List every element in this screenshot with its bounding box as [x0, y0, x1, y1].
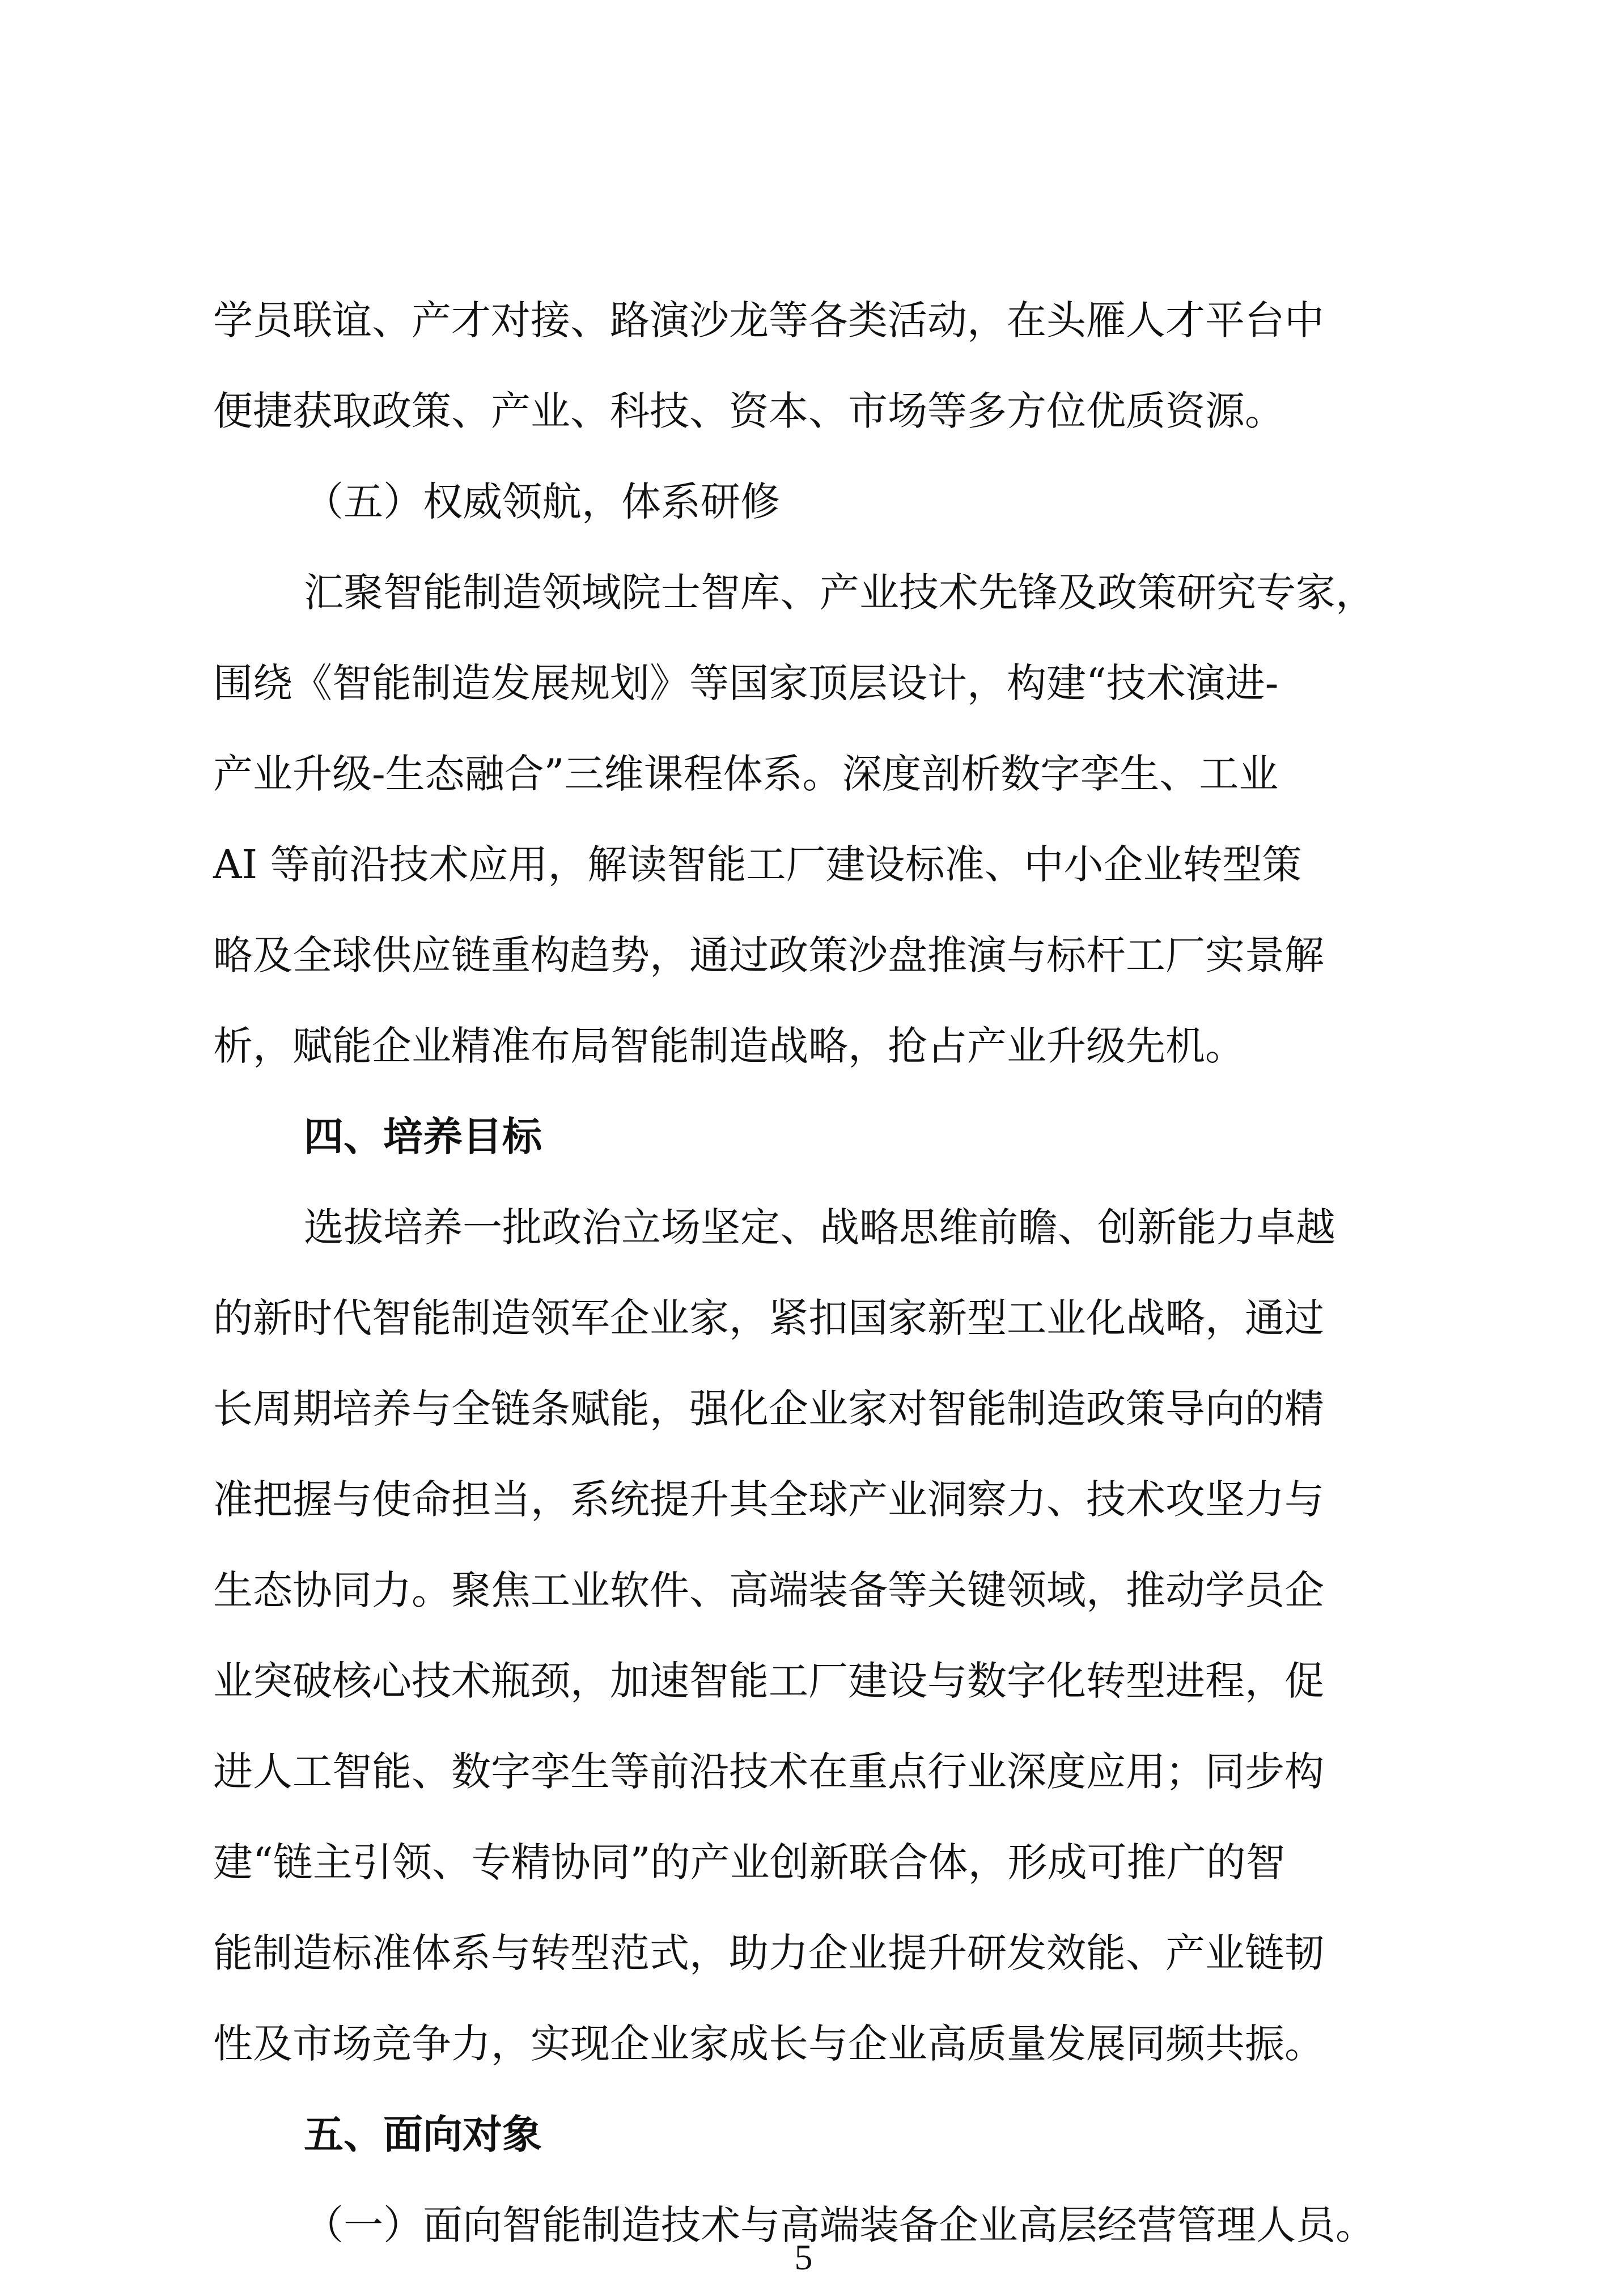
body-text-line: （一）面向智能制造技术与高端装备企业高层经营管理人员。 — [304, 2202, 1375, 2248]
body-text-line: 准把握与使命担当，系统提升其全球产业洞察力、技术攻坚力与 — [213, 1476, 1324, 1523]
body-text-line: 略及全球供应链重构趋势，通过政策沙盘推演与标杆工厂实景解 — [213, 932, 1324, 978]
body-text-line: 性及市场竞争力，实现企业家成长与企业高质量发展同频共振。 — [213, 2020, 1324, 2067]
body-text-line: AI 等前沿技术应用，解读智能工厂建设标准、中小企业转型策 — [213, 841, 1302, 888]
section-heading: 五、面向对象 — [304, 2111, 542, 2158]
body-text-line: 围绕《智能制造发展规划》等国家顶层设计，构建“技术演进- — [213, 660, 1279, 706]
subsection-heading: （五）权威领航，体系研修 — [304, 478, 780, 525]
body-text-line: 的新时代智能制造领军企业家，紧扣国家新型工业化战略，通过 — [213, 1295, 1324, 1341]
section-heading: 四、培养目标 — [304, 1113, 542, 1160]
body-text-line: 汇聚智能制造领域院士智库、产业技术先锋及政策研究专家， — [304, 569, 1375, 616]
body-text-line: 生态协同力。聚焦工业软件、高端装备等关键领域，推动学员企 — [213, 1567, 1324, 1613]
page-number: 5 — [794, 2237, 813, 2277]
body-text-line: 便捷获取政策、产业、科技、资本、市场等多方位优质资源。 — [213, 388, 1284, 434]
body-text-line: 能制造标准体系与转型范式，助力企业提升研发效能、产业链韧 — [213, 1930, 1324, 1976]
body-text-line: 选拔培养一批政治立场坚定、战略思维前瞻、创新能力卓越 — [304, 1204, 1335, 1251]
body-text-line: 析，赋能企业精准布局智能制造战略，抢占产业升级先机。 — [213, 1023, 1245, 1069]
body-text-line: 产业升级-生态融合”三维课程体系。深度剖析数字孪生、工业 — [213, 751, 1279, 797]
body-text-line: 业突破核心技术瓶颈，加速智能工厂建设与数字化转型进程，促 — [213, 1658, 1324, 1704]
body-text-line: 长周期培养与全链条赋能，强化企业家对智能制造政策导向的精 — [213, 1386, 1324, 1432]
body-text-line: 进人工智能、数字孪生等前沿技术在重点行业深度应用；同步构 — [213, 1748, 1324, 1795]
body-text-line: 建“链主引领、专精协同”的产业创新联合体，形成可推广的智 — [213, 1839, 1286, 1886]
body-text-line: 学员联谊、产才对接、路演沙龙等各类活动，在头雁人才平台中 — [213, 297, 1324, 344]
